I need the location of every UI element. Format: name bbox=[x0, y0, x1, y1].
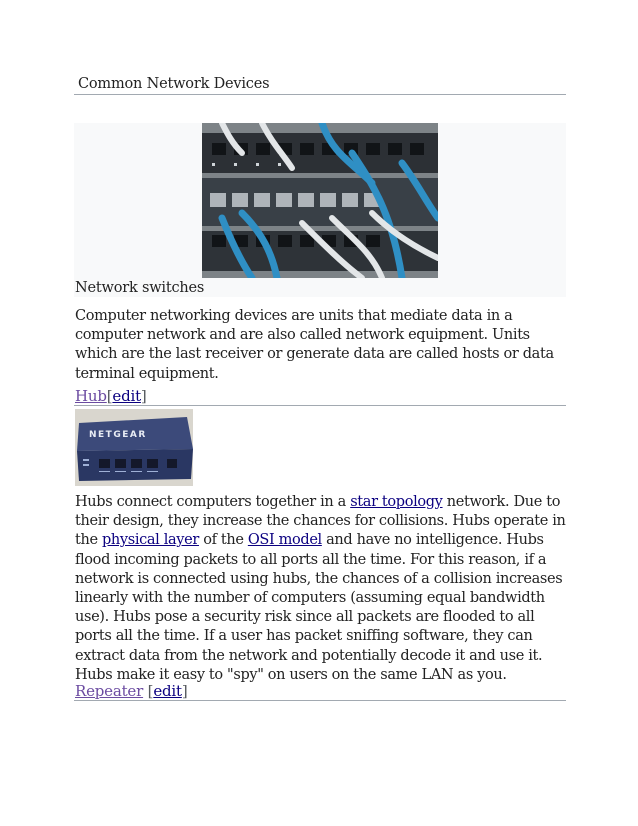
hub-section-heading bbox=[75, 387, 147, 405]
hub-text-2: network. Due to their design, they increase the chances for collisions. Hubs operate in the bbox=[75, 494, 566, 549]
hub-text-4: and have no intelligence. Hubs flood incoming packets to all ports all the time. For this reason, if a network is connected using hubs, the chances of a collision increases linearly with the number of computers (assuming equal bandwidth use). Hubs pose a security risk since all packets are flooded to all ports all the time. If a user has packet sniffing software, they can extract data from the network and potentially decode it and use it. Hubs make it easy to "spy" on users on the same LAN as you. bbox=[75, 532, 563, 683]
page-title: Common Network Devices bbox=[78, 76, 270, 92]
hub-heading-link[interactable]: Hub bbox=[75, 387, 107, 405]
repeater-section-heading bbox=[75, 682, 187, 700]
hub-edit-link[interactable]: edit bbox=[112, 387, 141, 405]
edit-bracket-close: ] bbox=[140, 387, 147, 405]
figure-caption: Network switches bbox=[75, 280, 205, 296]
repeater-heading-link[interactable]: Repeater bbox=[75, 682, 144, 700]
edit-bracket-close: ] bbox=[181, 682, 188, 700]
repeater-section-divider bbox=[74, 700, 566, 701]
edit-bracket-open: [ bbox=[106, 387, 113, 405]
figure-box bbox=[74, 123, 566, 297]
netgear-hub-photo bbox=[75, 409, 193, 486]
title-divider bbox=[74, 94, 566, 95]
osi-model-link[interactable]: OSI model bbox=[247, 532, 322, 549]
repeater-edit-link[interactable]: edit bbox=[153, 682, 182, 700]
hub-section-divider bbox=[74, 405, 566, 406]
star-topology-link[interactable]: star topology bbox=[350, 494, 443, 510]
edit-bracket-open: [ bbox=[143, 682, 154, 700]
hub-text-3: of the bbox=[198, 532, 248, 549]
hub-paragraph bbox=[75, 493, 567, 685]
hub-brand-text: NETGEAR bbox=[89, 430, 147, 440]
physical-layer-link[interactable]: physical layer bbox=[101, 532, 199, 549]
hub-text-1: Hubs connect computers together in a bbox=[75, 494, 351, 510]
intro-paragraph: Computer networking devices are units that mediate data in a computer network and are also called network equipment. Units which are the last receiver or generate data are called hosts or data terminal equipment. bbox=[75, 308, 554, 382]
network-switch-photo bbox=[202, 123, 438, 278]
